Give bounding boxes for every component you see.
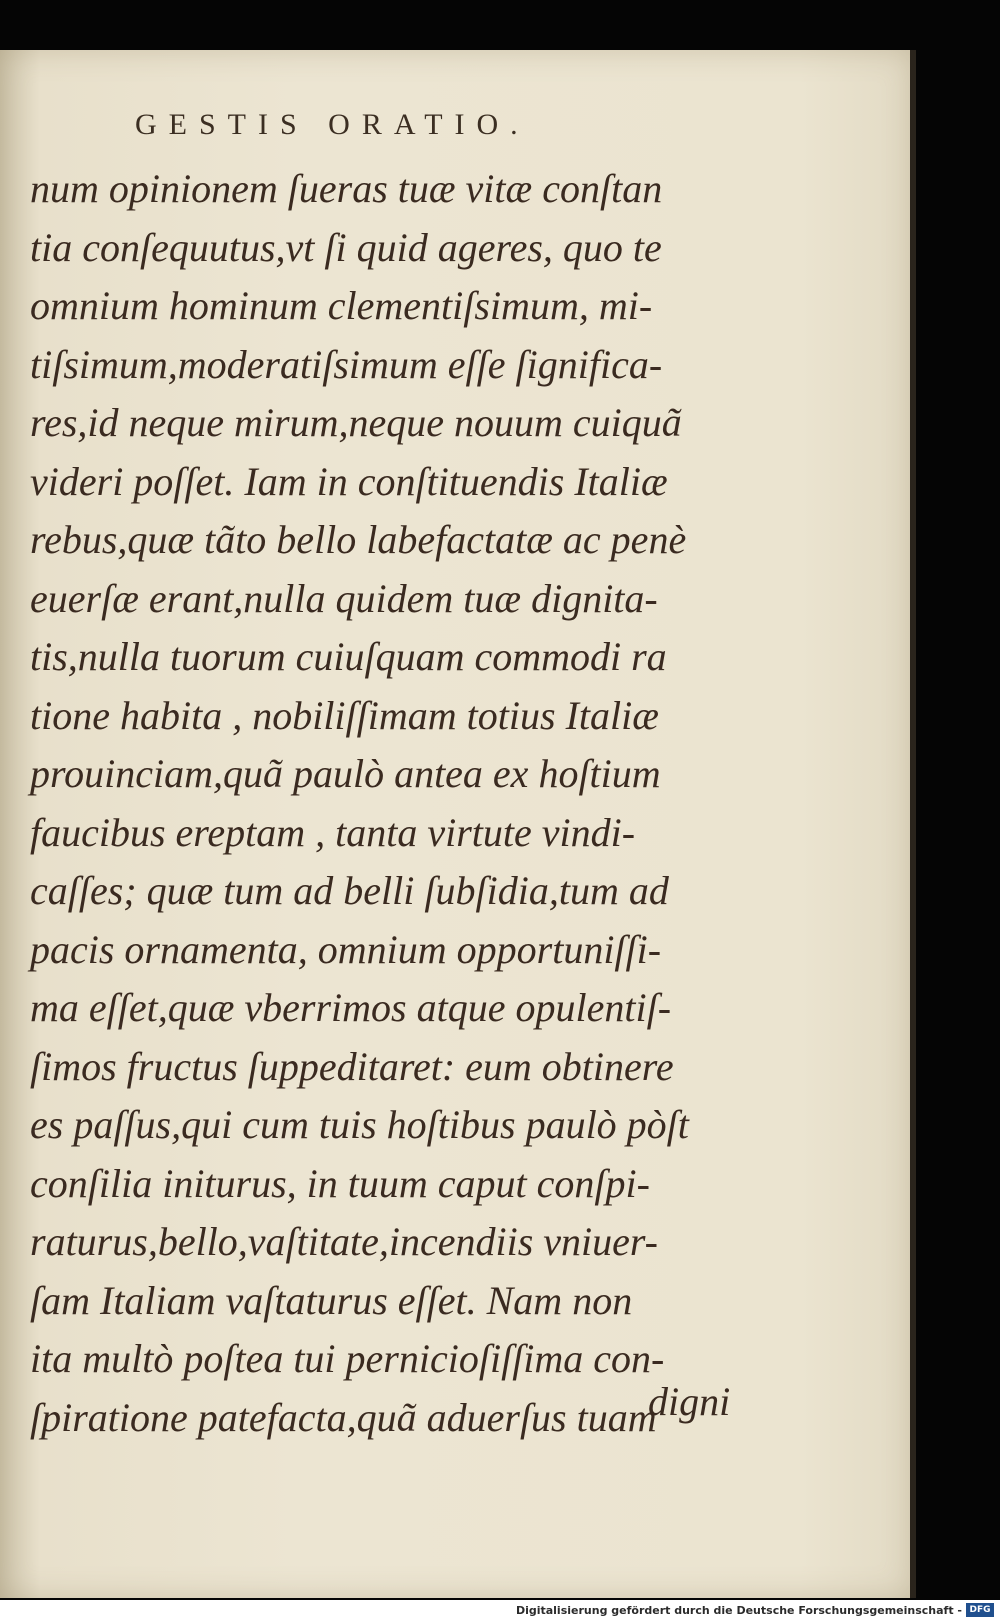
text-line: videri poſſet. Iam in conſtituendis Italiæ xyxy=(30,458,668,504)
text-line: tiſsimum,moderatiſsimum eſſe ſignifica- xyxy=(30,341,663,387)
text-line: ita multò poſtea tui pernicioſiſſima con- xyxy=(30,1336,665,1381)
text-line: prouinciam,quã paulò antea ex hoſtium xyxy=(30,751,661,796)
text-line: res,id neque mirum,neque nouum cuiquã xyxy=(30,400,682,445)
footer-credit: Digitalisierung gefördert durch die Deutsche Forschungsgemeinschaft - xyxy=(515,1604,962,1617)
text-line: rebus,quæ tãto bello labefactatæ ac penè xyxy=(30,517,687,562)
text-line: pacis ornamenta, omnium opportuniſſi- xyxy=(30,926,662,972)
text-line: conſilia initurus, in tuum caput conſpi- xyxy=(30,1160,650,1206)
text-line: num opinionem ſueras tuæ vitæ conſtan xyxy=(30,166,663,211)
text-line: euerſæ erant,nulla quidem tuæ dignita- xyxy=(30,575,658,621)
page-edge xyxy=(910,50,916,1598)
body-text xyxy=(30,160,740,1447)
text-line: tia conſequutus,vt ſi quid ageres, quo te xyxy=(30,224,662,270)
dfg-logo: DFG xyxy=(966,1603,994,1617)
text-line: ſimos fructus ſuppeditaret: eum obtinere xyxy=(30,1043,674,1089)
text-line: caſſes; quæ tum ad belli ſubſidia,tum ad xyxy=(30,868,669,913)
text-line: tis,nulla tuorum cuiuſquam commodi ra xyxy=(30,634,667,679)
text-line: tione habita , nobiliſſimam totius Italiæ xyxy=(30,692,659,738)
text-line: faucibus ereptam , tanta virtute vindi- xyxy=(30,809,636,855)
catchword: digni xyxy=(648,1379,731,1424)
text-line: ſam Italiam vaſtaturus eſſet. Nam non xyxy=(30,1277,633,1323)
text-line: raturus,bello,vaſtitate,incendiis vniuer- xyxy=(30,1219,658,1264)
text-line: omnium hominum clementiſsimum, mi- xyxy=(30,283,653,328)
text-line: ma eſſet,quæ vberrimos atque opulentiſ- xyxy=(30,985,672,1030)
running-head: GESTIS ORATIO. xyxy=(135,108,530,141)
text-line: ſpiratione patefacta,quã aduerſus tuam xyxy=(30,1394,657,1440)
text-line: es paſſus,qui cum tuis hoſtibus paulò pòſt xyxy=(30,1102,689,1147)
